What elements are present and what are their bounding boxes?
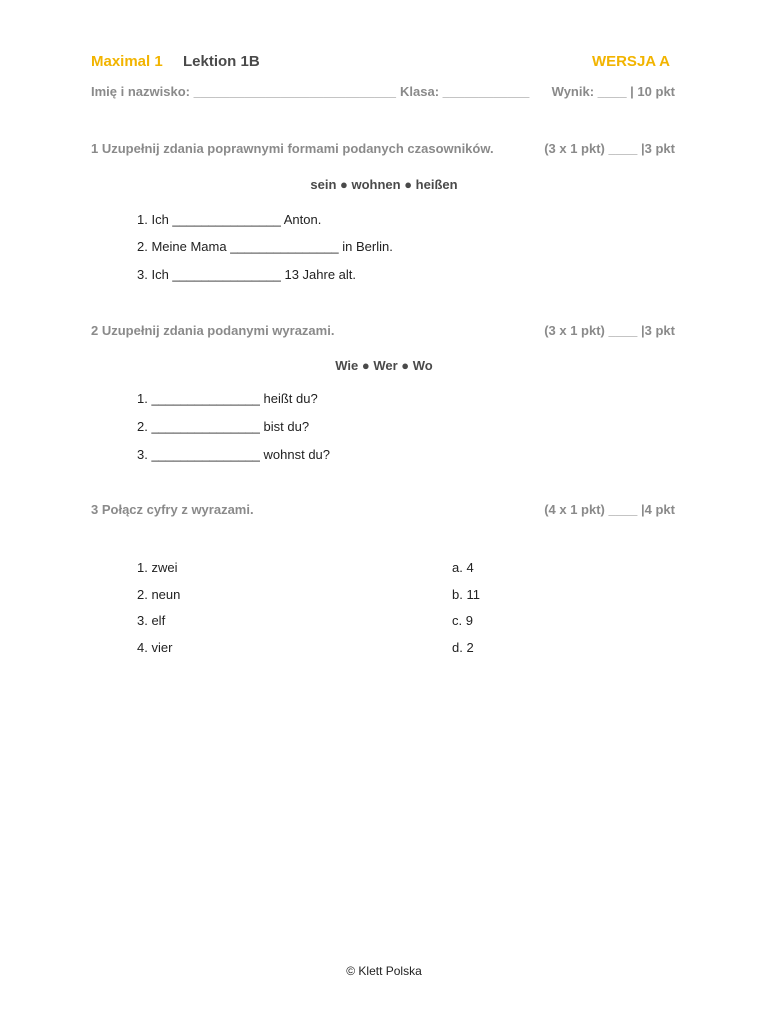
task1-word-bank: sein ● wohnen ● heißen [310, 177, 458, 192]
copyright-footer: © Klett Polska [346, 964, 422, 978]
task1-item-2: 2. Meine Mama _______________ in Berlin. [137, 239, 393, 254]
task1-item-1: 1. Ich _______________ Anton. [137, 212, 322, 227]
task1-item-3: 3. Ich _______________ 13 Jahre alt. [137, 267, 357, 282]
task3-right-item-d: d. 2 [452, 640, 474, 655]
course-title: Maximal 1 [91, 53, 163, 70]
task3-right-item-a: a. 4 [452, 560, 474, 575]
lesson-title: Lektion 1B [183, 53, 260, 70]
task3-points: (4 x 1 pkt) ____ |4 pkt [544, 502, 675, 517]
task3-instruction: 3 Połącz cyfry z wyrazami. [91, 502, 254, 517]
version-label: WERSJA A [591, 53, 670, 70]
score-field: Wynik: ____ | 10 pkt [551, 84, 675, 99]
task3-right-item-c: c. 9 [452, 613, 473, 628]
task2-points: (3 x 1 pkt) ____ |3 pkt [544, 323, 675, 338]
task3-left-item-1: 1. zwei [137, 560, 178, 575]
task2-item-3: 3. _______________ wohnst du? [137, 447, 331, 462]
task2-instruction: 2 Uzupełnij zdania podanymi wyrazami. [91, 323, 335, 338]
task3-left-item-4: 4. vier [137, 640, 173, 655]
task3-right-item-b: b. 11 [452, 587, 480, 602]
task3-left-item-3: 3. elf [137, 613, 166, 628]
task2-item-2: 2. _______________ bist du? [137, 419, 310, 434]
class-field: Klasa: ____________ [400, 84, 530, 99]
task1-points: (3 x 1 pkt) ____ |3 pkt [544, 141, 675, 156]
task3-left-item-2: 2. neun [137, 587, 181, 602]
task1-instruction: 1 Uzupełnij zdania poprawnymi formami podanych czasowników. [91, 141, 494, 156]
task2-word-bank: Wie ● Wer ● Wo [335, 358, 433, 373]
name-field: Imię i nazwisko: ____________________________ [91, 84, 397, 99]
task2-item-1: 1. _______________ heißt du? [137, 391, 318, 406]
